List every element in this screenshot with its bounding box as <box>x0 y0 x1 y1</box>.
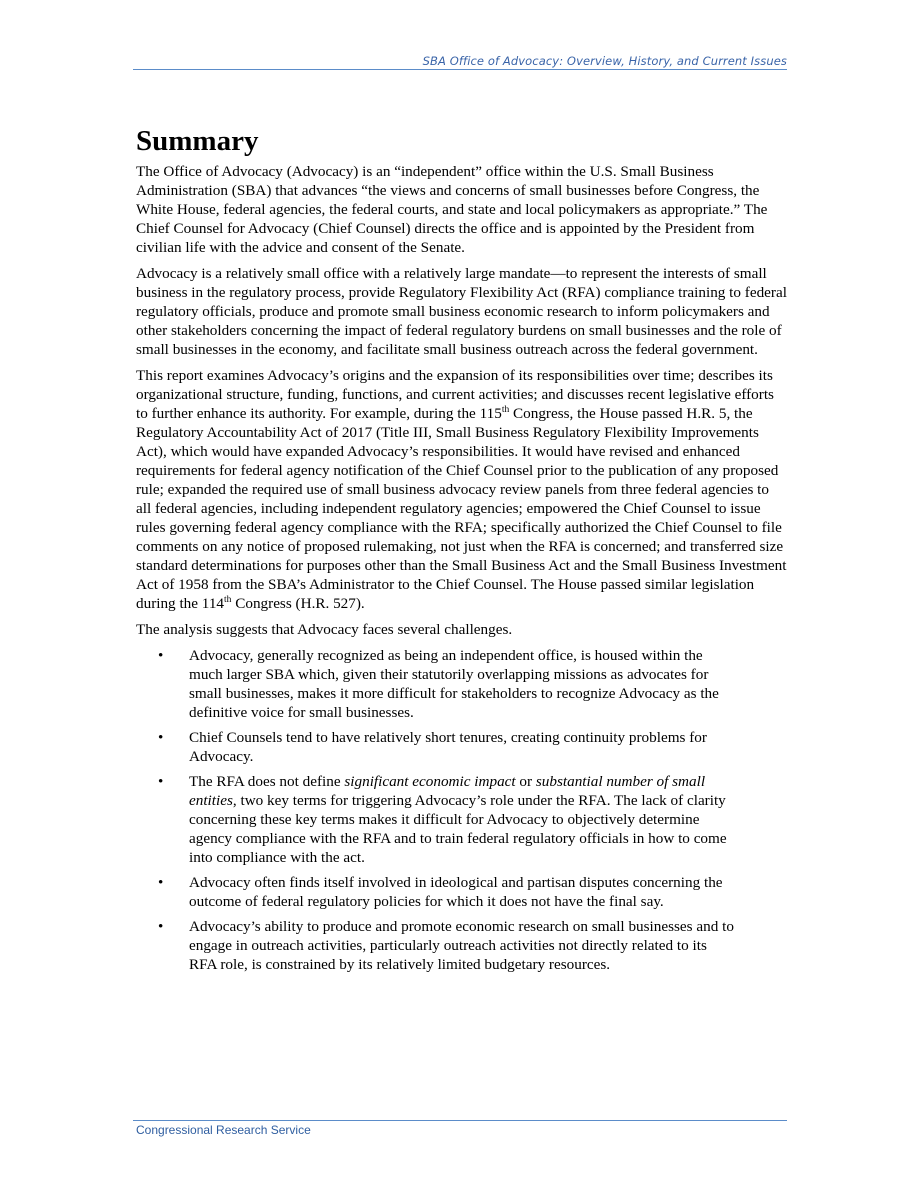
bullet-icon: • <box>158 874 164 891</box>
section-heading: Summary <box>136 125 259 157</box>
paragraph-intro: The Office of Advocacy (Advocacy) is an “independent” office within the U.S. Small Business Administration (SBA) that advances “the views and concerns of small businesses before Congress, the White House, federal agencies, the federal courts, and state and local policymakers as appropriate.” The Chief Counsel for Advocacy (Chief Counsel) directs the office and is appointed by the President from civilian life with the advice and consent of the Senate. <box>136 163 768 256</box>
list-item <box>136 873 735 911</box>
list-item-text <box>189 773 727 866</box>
text-run: , two key terms for triggering Advocacy’s role under the RFA. The lack of clarity concerning these key terms makes it difficult for Advocacy to objectively determine agency compliance with the RFA and to train federal regulatory officials in how to come into compliance with the act. <box>189 792 727 866</box>
list-item <box>136 917 735 974</box>
superscript: th <box>224 595 232 605</box>
italic-term: substantial number of small entities <box>189 773 706 809</box>
italic-term: significant economic impact <box>344 773 516 790</box>
paragraph-text: Congress (H.R. 527). <box>231 595 365 612</box>
challenges-list <box>136 646 787 974</box>
list-item-text: Chief Counsels tend to have relatively short tenures, creating continuity problems for Advocacy. <box>189 729 707 765</box>
text-run: The RFA does not define <box>189 773 345 790</box>
list-item-text: Advocacy often finds itself involved in ideological and partisan disputes concerning the outcome of federal regulatory policies for which it does not have the final say. <box>189 874 723 910</box>
list-item-text: Advocacy, generally recognized as being an independent office, is housed within the much larger SBA which, given their statutorily overlapping missions as advocates for small businesses, makes it more difficult for stakeholders to recognize Advocacy as the definitive voice for small businesses. <box>189 647 719 721</box>
paragraph-report-scope <box>136 366 787 613</box>
paragraph-mandate: Advocacy is a relatively small office with a relatively large mandate—to represent the interests of small business in the regulatory process, provide Regulatory Flexibility Act (RFA) compliance training to federal regulatory officials, produce and promote small business economic research to inform policymakers and other stakeholders concerning the impact of federal regulatory burdens on small businesses and the role of small businesses in the economy, and facilitate small business outreach across the federal government. <box>136 265 787 358</box>
running-header: SBA Office of Advocacy: Overview, History, and Current Issues <box>422 54 787 68</box>
footer-source: Congressional Research Service <box>136 1123 311 1137</box>
list-item <box>136 728 735 766</box>
bullet-icon: • <box>158 647 164 664</box>
text-run: or <box>515 773 536 790</box>
bullet-icon: • <box>158 773 164 790</box>
bullet-icon: • <box>158 729 164 746</box>
superscript: th <box>501 405 510 415</box>
list-item <box>136 646 735 722</box>
header-rule <box>133 69 787 70</box>
summary-section <box>136 122 787 980</box>
bullet-icon: • <box>158 918 164 935</box>
paragraph-text: This report examines Advocacy’s origins and the expansion of its responsibilities over time; describes its organizational structure, funding, functions, and current activities; and discusses recent legislative efforts to further enhance its authority. For example, during the 115 <box>136 367 774 422</box>
list-item <box>136 772 735 867</box>
list-item-text: Advocacy’s ability to produce and promote economic research on small businesses and to engage in outreach activities, particularly outreach activities not directly related to its RFA role, is constrained by its relatively limited budgetary resources. <box>189 918 734 973</box>
paragraph-challenges-intro: The analysis suggests that Advocacy faces several challenges. <box>136 621 513 638</box>
paragraph-text: Congress, the House passed H.R. 5, the Regulatory Accountability Act of 2017 (Title III, Small Business Regulatory Flexibility Improvements Act), which would have expanded Advocacy’s responsibilities. It would have revised and enhanced requirements for federal agency notification of the Chief Counsel prior to the publication of any proposed rule; expanded the required use of small business advocacy review panels from three federal agencies to all federal agencies, including independent regulatory agencies; empowered the Chief Counsel to issue rules governing federal agency compliance with the RFA; specifically authorized the Chief Counsel to file comments on any notice of proposed rulemaking, not just when the RFA is concerned; and transferred size standard determinations for purposes other than the Small Business Act and the Small Business Investment Act of 1958 from the SBA’s Administrator to the Chief Counsel. The House passed similar legislation during the 114 <box>136 405 787 612</box>
footer-rule <box>133 1120 787 1121</box>
